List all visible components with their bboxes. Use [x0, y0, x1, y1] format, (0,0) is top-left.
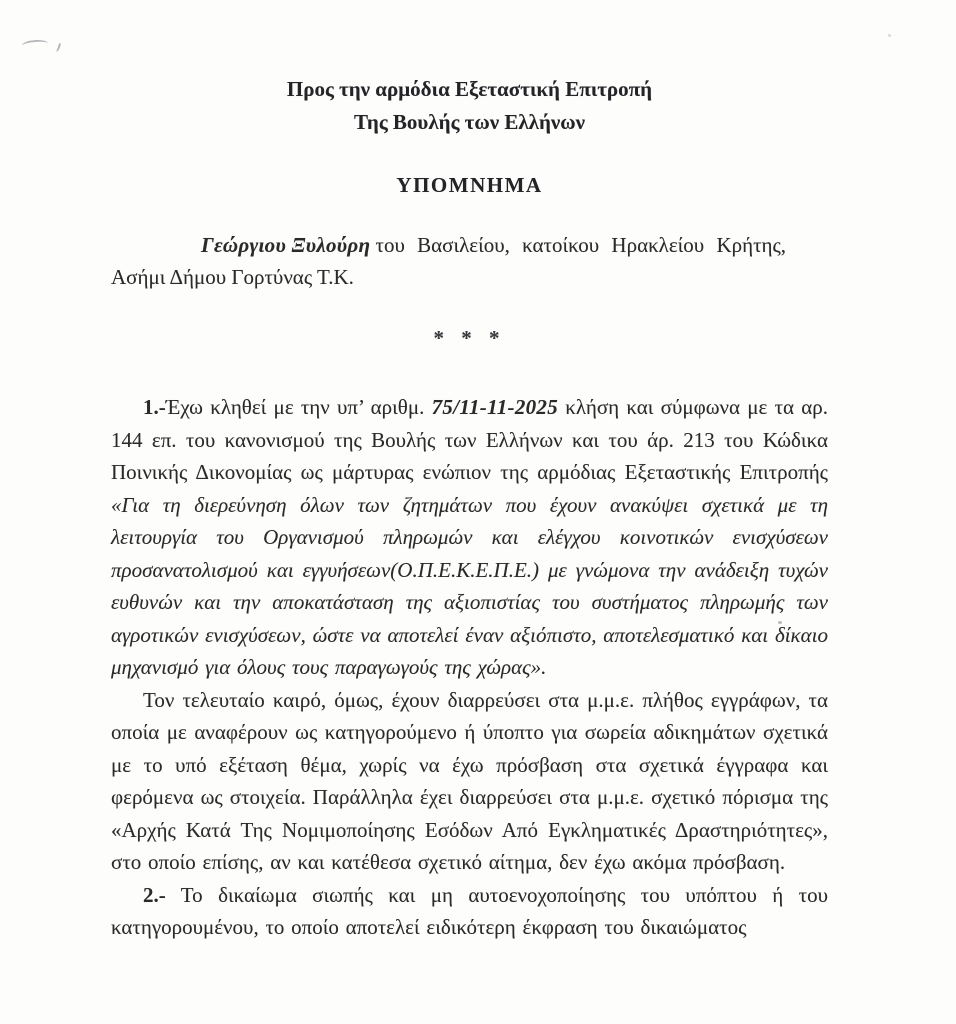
paragraph-1 [111, 391, 828, 684]
recipient-line2: Της Βουλής των Ελλήνων [353, 110, 586, 134]
committee-quote: «Για τη διερεύνηση όλων των ζητημάτων που έχουν ανακύψει σχετικά με τη λειτουργία του Οργανισμού πληρωμών και ελέγχου κοινοτικών ενισχύσεων προσανατολισμού και εγγυήσεων(Ο.Π.Ε.Κ.Ε.Π.Ε.) με γνώμονα την ανάδειξη τυχών ευθυνών και την αποκατάσταση της αξιοπιστίας του συστήματος πληρωμής των αγροτικών ενισχύσεων, ώστε να αποτελεί έναν αξιόπιστο, αποτελεσματικό και δίκαιο μηχανισμό για όλους τους παραγωγούς της χώρας». [111, 492, 828, 679]
summons-reference: 75/11-11-2025 [431, 395, 559, 419]
scan-speck [888, 34, 891, 37]
section2-text: Το δικαίωμα σιωπής και μη αυτοενοχοποίησης του υπόπτου ή του κατηγορουμένου, το οποίο αποτελεί ειδικότερη έκφραση του δικαιώματος [111, 882, 828, 939]
document-content [111, 0, 828, 944]
paragraph-3 [111, 879, 828, 944]
section1-body: κλήση και σύμφωνα με τα αρ. 144 επ. του κανονισμού της Βουλής των Ελλήνων και του άρ. 213 του Κώδικα Ποινικής Δικονομίας ως μάρτυρας ενώπιον της αρμόδιας Εξεταστικής Επιτροπής [111, 395, 829, 484]
section1-lead: Έχω κληθεί με την υπ’ αριθμ. [165, 395, 425, 419]
author-details: του Βασιλείου, κατοίκου Ηρακλείου Κρήτης, [375, 233, 787, 257]
recipient-line1: Προς την αρμόδια Εξεταστική Επιτροπή [286, 77, 653, 101]
section1-number: 1.- [143, 395, 166, 419]
recipient-block [111, 73, 828, 139]
section-separator: * * * [433, 326, 506, 350]
section2-number: 2.- [143, 882, 166, 907]
scan-smudge [55, 43, 61, 53]
document-title: ΥΠΟΜΝΗΜΑ [396, 173, 543, 197]
author-details-line2: Ασήμι Δήμου Γορτύνας Τ.Κ. [111, 265, 354, 289]
paragraph-2: Τον τελευταίο καιρό, όμως, έχουν διαρρεύσει στα μ.μ.ε. πλήθος εγγράφων, τα οποία με αναφέρουν ως κατηγορούμενο ή ύποπτο για σωρεία αδικημάτων σχετικά με το υπό εξέταση θέμα, χωρίς να έχω πρόσβαση στα σχετικά έγγραφα και φερόμενα ως στοιχεία. Παράλληλα έχει διαρρεύσει στα μ.μ.ε. σχετικό πόρισμα της «Αρχής Κατά Της Νομιμοποίησης Εσόδων Από Εγκληματικές Δραστηριότητες», στο οποίο επίσης, αν και κατέθεσα σχετικό αίτημα, δεν έχω ακόμα πρόσβαση. [111, 687, 828, 874]
author-name: Γεώργιου Ξυλούρη [201, 233, 371, 257]
author-paragraph [111, 229, 828, 293]
scan-smudge [22, 39, 49, 51]
